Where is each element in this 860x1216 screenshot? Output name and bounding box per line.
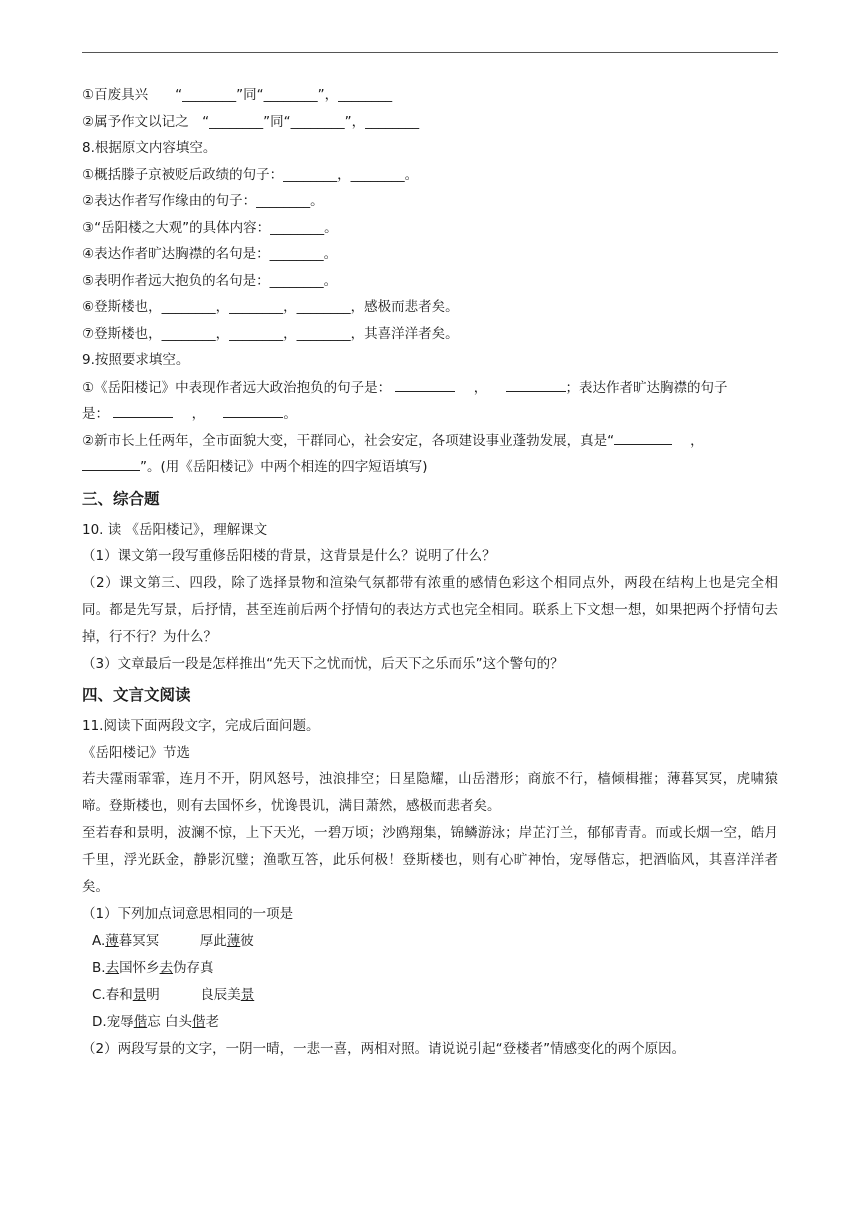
question-10: 10. 读 《岳阳楼记》，理解课文: [82, 521, 268, 538]
question-10-3: （3）文章最后一段是怎样推出“先天下之忧而忧，后天下之乐而乐”这个警句的？: [82, 655, 564, 672]
passage-paragraph-1: 若夫霪雨霏霏，连月不开，阴风怒号，浊浪排空；日星隐耀，山岳潜形；商旅不行，樯倾楫摧；薄暮冥冥，虎啸猿啼。登斯楼也，则有去国怀乡，忧谗畏讥，满目萧然，感极而悲者矣。: [82, 771, 778, 814]
document-content: [82, 82, 778, 1062]
option-text: 伪存真: [173, 959, 214, 976]
dotted-word: 景: [240, 986, 255, 1003]
option-text: 明: [146, 986, 160, 1003]
section-4-heading: 四、文言文阅读: [82, 686, 191, 704]
dotted-word: 去: [105, 959, 120, 976]
answer-blank: [506, 377, 566, 392]
option-text: 春和: [105, 986, 133, 1003]
option-text: 老: [205, 1013, 219, 1030]
option-label: A.: [92, 932, 106, 949]
q9-1-text: ①《岳阳楼记》中表现作者远大政治抱负的句子是：: [82, 379, 392, 396]
q9-2-text: ②新市长上任两年，全市面貌大变，干群同心，社会安定，各项建设事业蓬勃发展，真是“: [82, 432, 615, 449]
question-8-1: ①概括滕子京被贬后政绩的句子：________，________。: [82, 166, 419, 183]
option-text: 彼: [240, 932, 254, 949]
comma-text: ，: [473, 379, 488, 396]
question-10-1: （1）课文第一段写重修岳阳楼的背景，这背景是什么？说明了什么？: [82, 548, 496, 564]
option-label: C.: [92, 986, 106, 1003]
question-11-2: （2）两段写景的文字，一阴一晴，一悲一喜，两相对照。请说说引起“登楼者”情感变化的两个原因。: [82, 1040, 686, 1057]
comma-text: ，: [191, 406, 206, 422]
option-c: [82, 982, 778, 1009]
dotted-word: 偕: [191, 1013, 206, 1030]
question-8-4: ④表达作者旷达胸襟的名句是：________。: [82, 246, 338, 262]
option-label: D.: [92, 1013, 107, 1030]
question-11: 11.阅读下面两段文字，完成后面问题。: [82, 718, 320, 734]
comma-text: ，: [690, 432, 704, 449]
dotted-word: 景: [132, 986, 147, 1003]
section-3-heading: 三、综合题: [82, 489, 160, 508]
question-8-3: ③“岳阳楼之大观”的具体内容：________。: [82, 219, 338, 236]
dotted-word: 薄: [226, 932, 241, 949]
header-rule: [82, 52, 778, 53]
item-shuyuzuowen: ②属予作文以记之 “________”同“________”，________: [82, 113, 420, 130]
answer-blank: [223, 403, 283, 418]
period-text: 。: [283, 406, 297, 422]
option-gap: [159, 933, 200, 949]
q9-1-text-b: ；表达作者旷达胸襟的句子: [565, 379, 728, 396]
question-8-5: ⑤表明作者远大抱负的名句是：________。: [82, 272, 338, 289]
option-text: 暮冥冥: [118, 932, 160, 949]
question-8-2: ②表达作者写作缘由的句子：________。: [82, 193, 324, 209]
option-text: 忘 白头: [147, 1013, 192, 1030]
question-8-6: ⑥登斯楼也，________，________，________，感极而悲者矣。: [82, 299, 459, 315]
option-a: [82, 928, 778, 955]
option-d: [82, 1009, 778, 1036]
question-8-7: ⑦登斯楼也，________，________，________，其喜洋洋者矣。: [82, 325, 459, 342]
answer-blank: [395, 377, 455, 392]
dotted-word: 薄: [105, 932, 119, 949]
passage-source: 《岳阳楼记》节选: [82, 744, 190, 761]
option-text: 厚此: [199, 932, 227, 949]
option-text: 国怀乡: [119, 959, 160, 976]
question-9-1: [82, 375, 778, 402]
answer-blank: [113, 403, 173, 418]
question-9: 9.按照要求填空。: [82, 352, 190, 368]
dotted-word: 偕: [133, 1013, 148, 1030]
answer-blank: [614, 430, 672, 445]
passage-paragraph-2: 至若春和景明，波澜不惊，上下天光，一碧万顷；沙鸥翔集，锦鳞游泳；岸芷汀兰，郁郁青青。而或长烟一空，皓月千里，浮光跃金，静影沉璧；渔歌互答，此乐何极！登斯楼也，则有心旷神怡，宠辱偕忘，把酒临风，其喜洋洋者矣。: [82, 825, 778, 895]
question-8: 8.根据原文内容填空。: [82, 140, 217, 156]
question-9-2-cont: [82, 454, 778, 481]
question-10-2: （2）课文第三、四段，除了选择景物和渲染气氛都带有浓重的感情色彩这个相同点外，两段在结构上也是完全相同。都是先写景，后抒情，甚至连前后两个抒情句的表达方式也完全相同。联系上下文想一想，如果把两个抒情句去掉，行不行？为什么？: [82, 574, 778, 645]
question-9-2: [82, 428, 778, 455]
option-gap: [160, 987, 201, 1003]
question-9-1-cont: [82, 401, 778, 428]
question-11-1: （1）下列加点词意思相同的一项是: [82, 906, 294, 922]
q9-1-text-c: 是：: [82, 406, 109, 422]
dotted-word: 去: [159, 959, 174, 976]
q9-2-text-b: ”。(用《岳阳楼记》中两个相连的四字短语填写): [140, 459, 428, 475]
item-baifeijuxing: ①百废具兴 “________”同“________”，________: [82, 87, 393, 103]
option-text: 良辰美: [200, 986, 241, 1003]
answer-blank: [82, 456, 140, 471]
option-text: 宠辱: [106, 1013, 134, 1030]
option-b: [82, 955, 778, 982]
option-label: B.: [92, 959, 106, 976]
